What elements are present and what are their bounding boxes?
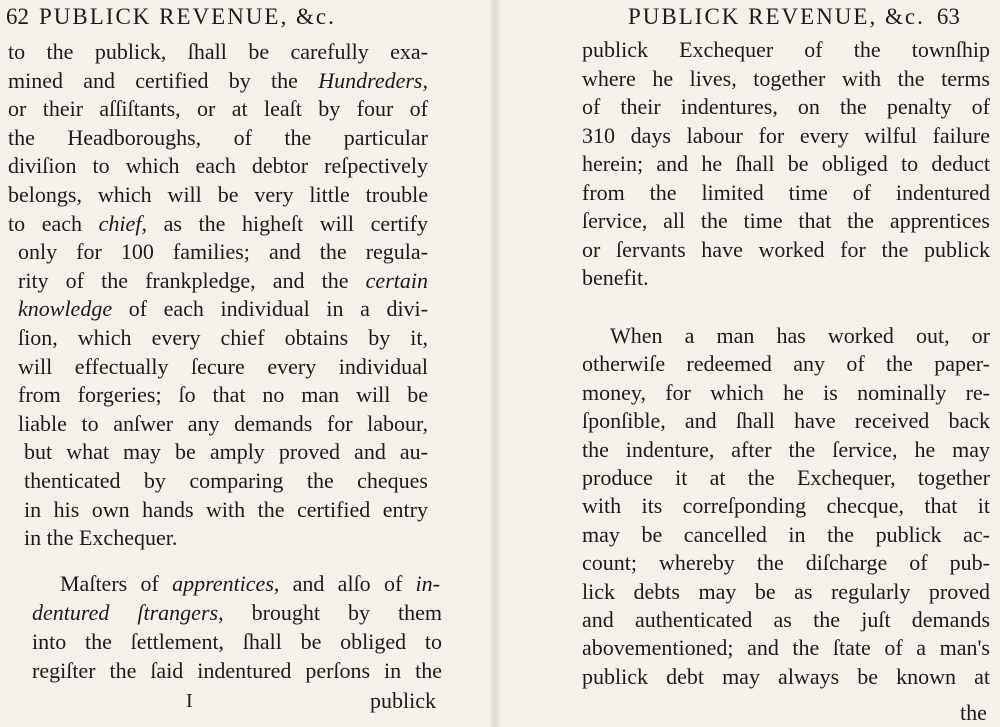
left-text-line: but what may be amply proved and au- xyxy=(24,439,428,465)
right-page xyxy=(500,0,1000,727)
left-page xyxy=(0,0,490,727)
left-page-number: 62 xyxy=(6,4,29,29)
left-text-line: thenticated by comparing the cheques xyxy=(24,468,428,493)
right-running-header xyxy=(628,4,960,30)
right-text-line: may be cancelled in the publick ac- xyxy=(582,521,990,547)
left-text-line: only for 100 families; and the regula- xyxy=(18,239,428,265)
right-text-line: When a man has worked out, or xyxy=(610,323,990,348)
left-text-line: regiſter the ſaid indentured perſons in the xyxy=(32,658,442,683)
right-text-line: where he lives, together with the terms xyxy=(582,65,990,91)
right-header-title: PUBLICK REVENUE, &c. xyxy=(628,4,925,29)
left-text-line: or their aſſiſtants, or at leaſt by four of xyxy=(8,96,428,122)
left-text-line: to each chief, as the higheſt will certify xyxy=(8,210,428,236)
right-page-number: 63 xyxy=(936,4,960,29)
left-catchword: publick xyxy=(370,688,436,713)
right-text-line: publick Exchequer of the townſhip xyxy=(582,37,990,62)
right-text-line: the indenture, after the ſervice, he may xyxy=(582,436,990,462)
left-text-line: in the Exchequer. xyxy=(24,525,178,551)
right-text-line: abovementioned; and the ſtate of a man's xyxy=(582,635,990,661)
left-text-line: in his own hands with the certified entry xyxy=(24,496,428,522)
right-text-line: with its correſponding checque, that it xyxy=(582,493,990,519)
right-text-line: from the limited time of indentured xyxy=(582,179,990,205)
right-text-line: publick debt may always be known at xyxy=(582,663,990,689)
left-text-line: to the publick, ſhall be carefully exa- xyxy=(8,39,428,64)
left-header-title: PUBLICK REVENUE, &c. xyxy=(39,4,336,29)
left-text-line: from forgeries; ſo that no man will be xyxy=(18,382,428,408)
book-gutter xyxy=(490,0,500,727)
right-text-line: otherwiſe redeemed any of the paper- xyxy=(582,351,990,377)
left-text-line: liable to anſwer any demands for labour, xyxy=(18,410,428,436)
right-text-line: produce it at the Exchequer, together xyxy=(582,465,990,490)
right-text-line: money, for which he is nominally re- xyxy=(582,379,990,405)
left-running-header xyxy=(6,4,336,30)
left-text-line: dentured ſtrangers, brought by them xyxy=(32,600,442,625)
right-text-line: ſponſible, and ſhall have received back xyxy=(582,408,990,434)
left-text-line: the Headboroughs, of the particular xyxy=(8,124,428,150)
right-text-line: ſervice, all the time that the apprentices xyxy=(582,208,990,233)
left-text-line: Maſters of apprentices, and alſo of in- xyxy=(60,571,440,596)
right-text-line: herein; and he ſhall be obliged to deduct xyxy=(582,151,990,176)
signature-mark: I xyxy=(186,690,193,712)
right-text-line: and authenticated as the juſt demands xyxy=(582,607,990,632)
right-text-line: count; whereby the diſcharge of pub- xyxy=(582,550,990,576)
left-text-line: belongs, which will be very little trouble xyxy=(8,182,428,207)
left-text-line: rity of the frankpledge, and the certain xyxy=(18,267,428,293)
left-text-line: mined and certified by the Hundreders, xyxy=(8,67,428,93)
left-text-line: diviſion to which each debtor reſpectively xyxy=(8,153,428,179)
right-text-line: of their indentures, on the penalty of xyxy=(582,94,990,119)
right-text-line: or ſervants have worked for the publick xyxy=(582,236,990,262)
right-text-line: lick debts may be as regularly proved xyxy=(582,578,990,604)
left-text-line: knowledge of each individual in a divi- xyxy=(18,296,428,322)
right-catchword: the xyxy=(960,700,987,725)
right-text-line: benefit. xyxy=(582,265,649,290)
left-text-line: will effectually ſecure every individual xyxy=(18,353,428,379)
right-text-line: 310 days labour for every wilful failure xyxy=(582,122,990,148)
left-text-line: into the ſettlement, ſhall be obliged to xyxy=(32,629,442,654)
left-text-line: ſion, which every chief obtains by it, xyxy=(18,325,428,350)
